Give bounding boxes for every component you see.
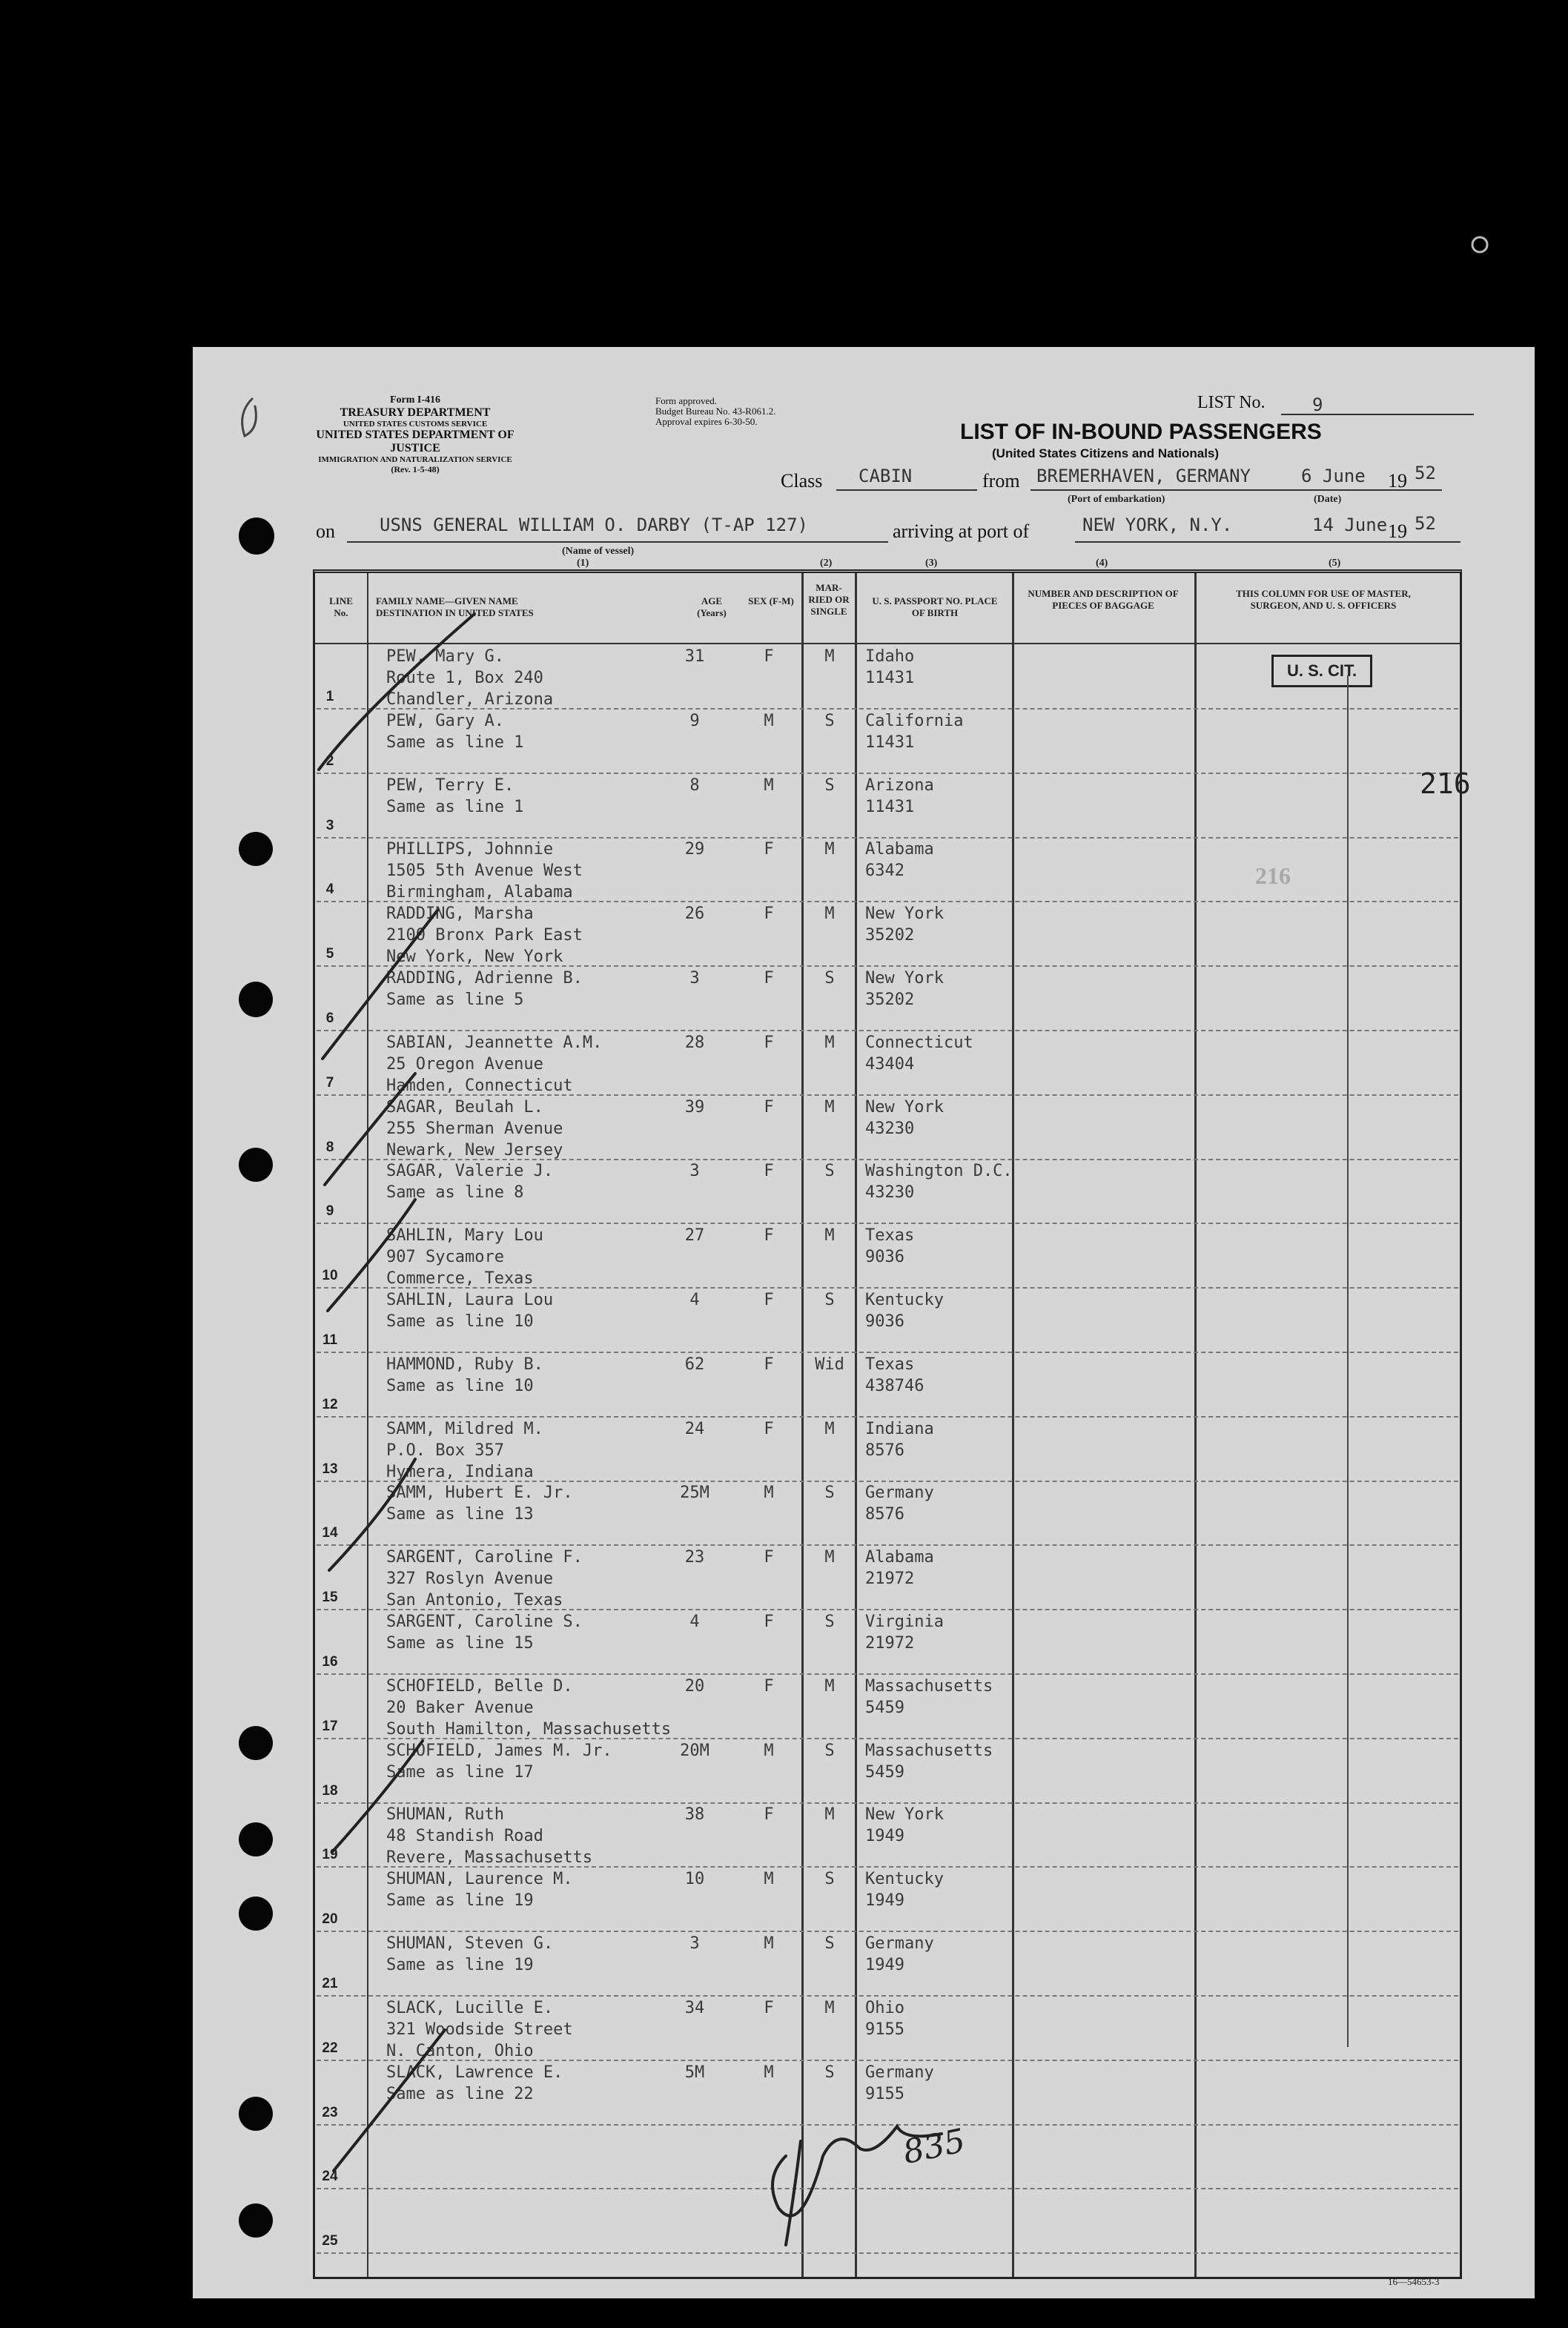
col-number-2: (2) xyxy=(820,558,833,569)
passport-birthplace-line: Ohio xyxy=(865,1998,904,2017)
passenger-name-line: SARGENT, Caroline S. xyxy=(386,1613,583,1631)
header-officers: THIS COLUMN FOR USE OF MASTER, SURGEON, AND U. S. OFFICERS xyxy=(1236,588,1411,611)
arrival-date: 14 June xyxy=(1312,515,1388,535)
line-number: 21 xyxy=(322,1976,338,1991)
marital-status-cell: M xyxy=(824,1033,835,1052)
sex-cell: F xyxy=(764,840,774,859)
passenger-name-line: SHUMAN, Steven G. xyxy=(386,1934,554,1953)
officer-column-line xyxy=(1347,675,1349,2047)
corner-mark xyxy=(1466,231,1496,261)
passenger-name-line: SAHLIN, Laura Lou xyxy=(386,1291,554,1309)
passenger-name-line: San Antonio, Texas xyxy=(386,1591,563,1610)
line-number: 7 xyxy=(325,1074,334,1091)
sex-cell: F xyxy=(764,905,774,924)
form-subtitle: (United States Citizens and Nationals) xyxy=(992,446,1220,460)
line-number: 14 xyxy=(322,1525,338,1541)
table-row xyxy=(317,1417,1458,1482)
sex-cell: F xyxy=(764,1676,774,1696)
passport-birthplace-line: 11431 xyxy=(865,797,915,816)
passenger-name-line: Commerce, Texas xyxy=(386,1269,534,1289)
passenger-name-line: Same as line 17 xyxy=(386,1762,534,1782)
age-cell: 10 xyxy=(684,1870,705,1889)
passport-birthplace-line: 5459 xyxy=(865,1762,904,1782)
passport-birthplace-line: 43230 xyxy=(865,1183,915,1203)
approval-line: Budget Bureau No. 43-R061.2. xyxy=(655,406,776,417)
passenger-name-line: SCHOFIELD, James M. Jr. xyxy=(386,1741,612,1760)
passport-birthplace-line: 1949 xyxy=(865,1891,904,1911)
passport-birthplace-line: 438746 xyxy=(865,1376,924,1395)
sex-cell: F xyxy=(764,1355,774,1374)
passport-birthplace-line: Germany xyxy=(865,2063,934,2082)
marital-status-cell: S xyxy=(824,969,835,988)
passport-birthplace-line: Idaho xyxy=(865,647,915,666)
table-row xyxy=(317,1931,1458,1997)
dept-line: UNITED STATES DEPARTMENT OF JUSTICE xyxy=(316,429,515,454)
table-row xyxy=(317,2121,1458,2189)
passport-birthplace-line: 1949 xyxy=(865,1827,904,1846)
passenger-name-line: Chandler, Arizona xyxy=(386,690,554,709)
table-row xyxy=(317,1610,1458,1675)
passport-birthplace-line: 9036 xyxy=(865,1248,904,1267)
footer-code: 16—54653-3 xyxy=(1388,2276,1440,2287)
line-number: 24 xyxy=(322,2169,338,2185)
dept-line: IMMIGRATION AND NATURALIZATION SERVICE xyxy=(318,455,512,464)
age-cell: 34 xyxy=(684,1998,705,2017)
passport-birthplace-line: 6342 xyxy=(865,862,904,881)
passport-birthplace-line: New York xyxy=(865,1097,944,1117)
sex-cell: M xyxy=(764,711,774,730)
passenger-name-line: SAHLIN, Mary Lou xyxy=(386,1226,543,1246)
arrival-year: 52 xyxy=(1415,513,1436,534)
passenger-name-line: Same as line 15 xyxy=(386,1634,534,1653)
passport-birthplace-line: Virginia xyxy=(865,1613,944,1631)
marital-status-cell: S xyxy=(824,1291,835,1309)
punch-hole xyxy=(239,2097,273,2131)
marital-status-cell: M xyxy=(824,1226,835,1246)
list-no-value: 9 xyxy=(1312,394,1323,415)
age-cell: 26 xyxy=(684,905,705,924)
marital-status-cell: M xyxy=(824,1419,835,1438)
passenger-name-line: SAMM, Hubert E. Jr. xyxy=(386,1484,573,1503)
passenger-name-line: New York, New York xyxy=(386,948,563,967)
approval-line: Form approved. xyxy=(655,395,718,406)
sex-cell: F xyxy=(764,969,774,988)
port-caption: (Port of embarkation) xyxy=(1068,494,1165,505)
depart-year-prefix: 19 xyxy=(1388,470,1407,492)
age-cell: 31 xyxy=(684,647,705,666)
age-cell: 3 xyxy=(689,969,700,988)
passport-birthplace-line: California xyxy=(865,711,964,730)
header-married: MAR-RIED OR SINGLE xyxy=(808,582,850,617)
line-number: 18 xyxy=(322,1782,338,1799)
age-cell: 9 xyxy=(689,711,700,730)
line-number: 8 xyxy=(325,1139,334,1155)
table-row xyxy=(317,902,1458,967)
dept-line: UNITED STATES CUSTOMS SERVICE xyxy=(343,420,488,429)
marital-status-cell: S xyxy=(824,1741,835,1760)
passenger-name-line: 327 Roslyn Avenue xyxy=(386,1570,554,1589)
age-cell: 20 xyxy=(684,1676,705,1696)
passport-birthplace-line: New York xyxy=(865,969,944,988)
sex-cell: F xyxy=(764,1613,774,1631)
sex-cell: F xyxy=(764,1291,774,1309)
col-number-5: (5) xyxy=(1329,558,1341,569)
passenger-name-line: RADDING, Adrienne B. xyxy=(386,969,583,988)
passport-birthplace-line: 9036 xyxy=(865,1312,904,1331)
passenger-name-line: 25 Oregon Avenue xyxy=(386,1054,543,1074)
sex-cell: F xyxy=(764,647,774,666)
marital-status-cell: M xyxy=(824,1548,835,1567)
marital-status-cell: S xyxy=(824,1870,835,1889)
sex-cell: M xyxy=(764,2063,774,2082)
line-number: 23 xyxy=(322,2104,338,2120)
margin-mark xyxy=(242,399,257,436)
sex-cell: F xyxy=(764,1805,774,1825)
marital-status-cell: S xyxy=(824,2063,835,2082)
passenger-name-line: Same as line 13 xyxy=(386,1505,534,1524)
punch-hole xyxy=(239,517,274,555)
dept-line: (Rev. 1-5-48) xyxy=(391,464,440,474)
punch-hole xyxy=(239,1822,273,1856)
table-row xyxy=(317,1352,1458,1418)
vessel-caption: (Name of vessel) xyxy=(562,546,635,557)
passport-birthplace-line: Massachusetts xyxy=(865,1741,993,1760)
sex-cell: F xyxy=(764,1097,774,1117)
passenger-name-line: Birmingham, Alabama xyxy=(386,883,573,902)
list-no-label: LIST No. xyxy=(1197,393,1266,412)
passport-birthplace-line: 35202 xyxy=(865,926,915,945)
passenger-name-line: 1505 5th Avenue West xyxy=(386,862,583,881)
passport-birthplace-line: 21972 xyxy=(865,1570,915,1589)
passport-birthplace-line: 5459 xyxy=(865,1698,904,1717)
passenger-name-line: Route 1, Box 240 xyxy=(386,669,543,687)
class-underline xyxy=(836,489,977,491)
passenger-name-line: Same as line 10 xyxy=(386,1312,534,1331)
passenger-name-line: Same as line 8 xyxy=(386,1183,524,1203)
header-sex: SEX (F-M) xyxy=(748,595,794,606)
passenger-name-line: SHUMAN, Ruth xyxy=(386,1805,504,1825)
written-number: 216 xyxy=(1420,767,1471,800)
age-cell: 4 xyxy=(689,1613,700,1631)
passport-birthplace-line: Washington D.C. xyxy=(865,1162,1013,1181)
line-number: 3 xyxy=(325,817,334,833)
age-cell: 23 xyxy=(684,1548,705,1567)
on-label: on xyxy=(316,520,335,542)
header-row xyxy=(315,573,1460,644)
passport-birthplace-line: 11431 xyxy=(865,733,915,752)
line-number: 16 xyxy=(322,1654,338,1670)
header-name: FAMILY NAME—GIVEN NAME DESTINATION IN UNITED STATES xyxy=(376,595,534,618)
passport-birthplace-line: 9155 xyxy=(865,2020,904,2039)
passenger-name-line: RADDING, Marsha xyxy=(386,905,534,924)
list-no-underline xyxy=(1281,414,1474,415)
age-cell: 5M xyxy=(684,2063,705,2082)
class-label: Class xyxy=(781,470,823,492)
col-number-3: (3) xyxy=(925,558,938,569)
marital-status-cell: M xyxy=(824,647,835,666)
table-row xyxy=(317,966,1458,1031)
passenger-name-line: Same as line 19 xyxy=(386,1956,534,1974)
passenger-list-page xyxy=(193,347,1535,2298)
from-label: from xyxy=(982,470,1020,492)
table-row xyxy=(317,1159,1458,1224)
header-age: AGE (Years) xyxy=(697,595,727,618)
marital-status-cell: S xyxy=(824,711,835,730)
passenger-name-line: Hymera, Indiana xyxy=(386,1462,534,1481)
age-cell: 24 xyxy=(684,1419,705,1438)
approval-line: Approval expires 6-30-50. xyxy=(655,416,758,427)
marital-status-cell: M xyxy=(824,840,835,859)
passenger-name-line: Same as line 5 xyxy=(386,991,524,1009)
sex-cell: M xyxy=(764,1741,774,1760)
marital-status-cell: S xyxy=(824,1613,835,1631)
sex-cell: M xyxy=(764,1934,774,1953)
passport-birthplace-line: 43404 xyxy=(865,1054,915,1074)
passenger-name-line: N. Canton, Ohio xyxy=(386,2041,534,2060)
age-cell: 4 xyxy=(689,1291,700,1309)
passenger-name-line: P.O. Box 357 xyxy=(386,1441,504,1460)
age-cell: 3 xyxy=(689,1934,700,1953)
passport-birthplace-line: Texas xyxy=(865,1226,915,1246)
passport-birthplace-line: Massachusetts xyxy=(865,1676,993,1696)
passenger-name-line: SHUMAN, Laurence M. xyxy=(386,1870,573,1889)
line-number: 13 xyxy=(322,1461,338,1477)
header-line-no: LINE No. xyxy=(329,595,353,618)
passenger-name-line: Revere, Massachusetts xyxy=(386,1848,593,1868)
passenger-name-line: Same as line 1 xyxy=(386,797,524,816)
line-number: 15 xyxy=(322,1590,338,1606)
age-cell: 39 xyxy=(684,1097,705,1117)
table-row xyxy=(317,1867,1458,1932)
passport-birthplace-line: Arizona xyxy=(865,776,934,795)
marital-status-cell: M xyxy=(824,1676,835,1696)
passport-birthplace-line: Indiana xyxy=(865,1419,934,1438)
line-number: 5 xyxy=(325,946,334,962)
marital-status-cell: M xyxy=(824,1805,835,1825)
passport-birthplace-line: Germany xyxy=(865,1934,934,1953)
sex-cell: M xyxy=(764,1870,774,1889)
department-header xyxy=(297,394,534,475)
punch-hole xyxy=(239,832,273,866)
table-row xyxy=(317,2060,1458,2126)
passport-birthplace-line: New York xyxy=(865,1805,944,1825)
col-number-4: (4) xyxy=(1096,558,1108,569)
marital-status-cell: M xyxy=(824,905,835,924)
passenger-name-line: SLACK, Lucille E. xyxy=(386,1998,554,2017)
passenger-name-line: Same as line 1 xyxy=(386,733,524,752)
line-number: 25 xyxy=(322,2233,338,2249)
punch-hole xyxy=(239,1897,273,1931)
table-row xyxy=(317,1223,1458,1289)
table-row xyxy=(317,1095,1458,1160)
sex-cell: F xyxy=(764,1998,774,2017)
punch-hole xyxy=(239,1148,273,1182)
table-row xyxy=(317,1674,1458,1739)
marital-status-cell: Wid xyxy=(815,1355,844,1374)
passenger-name-line: PEW, Terry E. xyxy=(386,776,515,795)
punch-hole xyxy=(239,1726,273,1760)
punch-hole xyxy=(239,982,273,1017)
passport-birthplace-line: New York xyxy=(865,905,944,924)
class-value: CABIN xyxy=(859,466,913,486)
passenger-name-line: SABIAN, Jeannette A.M. xyxy=(386,1033,603,1052)
passport-birthplace-line: Kentucky xyxy=(865,1870,944,1889)
marital-status-cell: S xyxy=(824,1484,835,1503)
line-number: 20 xyxy=(322,1911,338,1928)
passport-birthplace-line: Connecticut xyxy=(865,1033,973,1052)
passenger-name-line: SARGENT, Caroline F. xyxy=(386,1548,583,1567)
line-number: 17 xyxy=(322,1718,338,1734)
table-row xyxy=(317,709,1458,774)
passport-birthplace-line: 9155 xyxy=(865,2084,904,2103)
passenger-name-line: 2100 Bronx Park East xyxy=(386,926,583,945)
dept-line: TREASURY DEPARTMENT xyxy=(340,406,491,419)
passport-birthplace-line: Kentucky xyxy=(865,1291,944,1309)
passenger-name-line: SAGAR, Beulah L. xyxy=(386,1097,543,1117)
approval-block xyxy=(655,396,775,427)
line-number: 11 xyxy=(322,1332,338,1348)
passenger-name-line: 907 Sycamore xyxy=(386,1248,504,1267)
age-cell: 3 xyxy=(689,1162,700,1181)
passenger-name-line: PHILLIPS, Johnnie xyxy=(386,840,554,859)
sex-cell: F xyxy=(764,1033,774,1052)
depart-year: 52 xyxy=(1415,463,1436,483)
passenger-table xyxy=(313,569,1471,2279)
marital-status-cell: M xyxy=(824,1998,835,2017)
passenger-name-line: PEW, Mary G. xyxy=(386,647,504,666)
age-cell: 62 xyxy=(684,1355,705,1374)
table-row xyxy=(317,1545,1458,1610)
line-number: 22 xyxy=(322,2040,338,2056)
passenger-name-line: Hamden, Connecticut xyxy=(386,1076,573,1095)
punch-hole xyxy=(239,2203,273,2238)
line-number: 1 xyxy=(325,689,334,704)
sex-cell: F xyxy=(764,1226,774,1246)
passenger-name-line: Same as line 22 xyxy=(386,2084,534,2103)
table-row xyxy=(317,1739,1458,1804)
table-row xyxy=(317,1996,1458,2061)
passenger-name-line: Same as line 10 xyxy=(386,1376,534,1395)
age-cell: 8 xyxy=(689,776,700,795)
vessel-underline xyxy=(347,541,888,543)
depart-date: 6 June xyxy=(1301,466,1366,486)
header-passport: U. S. PASSPORT NO. PLACE OF BIRTH xyxy=(872,595,998,618)
sex-cell: F xyxy=(764,1162,774,1181)
form-number: Form I-416 xyxy=(389,394,441,406)
line-number: 10 xyxy=(322,1268,338,1284)
table-row xyxy=(317,1288,1458,1353)
line-number: 2 xyxy=(325,753,334,769)
passenger-name-line: 20 Baker Avenue xyxy=(386,1698,534,1717)
passenger-name-line: SAMM, Mildred M. xyxy=(386,1419,543,1438)
passenger-name-line: Newark, New Jersey xyxy=(386,1140,563,1160)
age-cell: 25M xyxy=(680,1484,709,1503)
passenger-name-line: SLACK, Lawrence E. xyxy=(386,2063,563,2082)
table-row xyxy=(317,773,1458,839)
marital-status-cell: M xyxy=(824,1097,835,1117)
passport-birthplace-line: 8576 xyxy=(865,1441,904,1460)
passport-birthplace-line: 11431 xyxy=(865,669,915,687)
passenger-name-line: HAMMOND, Ruby B. xyxy=(386,1355,543,1374)
date-caption: (Date) xyxy=(1314,494,1342,505)
form-title: LIST OF IN-BOUND PASSENGERS xyxy=(960,420,1322,444)
vessel-name: USNS GENERAL WILLIAM O. DARBY (T-AP 127) xyxy=(380,515,808,535)
passport-birthplace-line: 8576 xyxy=(865,1505,904,1524)
marital-status-cell: S xyxy=(824,776,835,795)
passenger-name-line: 255 Sherman Avenue xyxy=(386,1119,563,1138)
us-citizen-stamp: U. S. CIT. xyxy=(1271,655,1372,687)
passport-birthplace-line: 21972 xyxy=(865,1634,915,1653)
from-port: BREMERHAVEN, GERMANY xyxy=(1036,466,1251,486)
line-number: 12 xyxy=(322,1396,338,1412)
passenger-name-line: 321 Woodside Street xyxy=(386,2020,573,2039)
passenger-name-line: South Hamilton, Massachusetts xyxy=(386,1719,672,1739)
passenger-name-line: 48 Standish Road xyxy=(386,1827,543,1846)
age-cell: 20M xyxy=(680,1741,709,1760)
passenger-name-line: PEW, Gary A. xyxy=(386,711,504,730)
passport-birthplace-line: 43230 xyxy=(865,1119,915,1138)
passenger-name-line: SCHOFIELD, Belle D. xyxy=(386,1676,573,1696)
handwritten-note: 835 xyxy=(899,2121,969,2172)
table-row xyxy=(317,2189,1458,2254)
line-number: 6 xyxy=(325,1011,334,1026)
arrival-port: NEW YORK, N.Y. xyxy=(1082,515,1233,535)
passport-birthplace-line: Alabama xyxy=(865,840,934,859)
arrival-year-prefix: 19 xyxy=(1388,520,1407,542)
line-number: 19 xyxy=(322,1847,338,1863)
col-number-1: (1) xyxy=(577,558,589,569)
passport-birthplace-line: 35202 xyxy=(865,991,915,1009)
sex-cell: M xyxy=(764,776,774,795)
passport-birthplace-line: Alabama xyxy=(865,1548,934,1567)
sex-cell: F xyxy=(764,1548,774,1567)
table-row xyxy=(317,1031,1458,1096)
line-number: 9 xyxy=(325,1203,334,1220)
passenger-name-line: Same as line 19 xyxy=(386,1891,534,1911)
age-cell: 27 xyxy=(684,1226,705,1246)
stamped-number: 216 xyxy=(1255,862,1291,889)
passport-birthplace-line: Texas xyxy=(865,1355,915,1374)
header-baggage: NUMBER AND DESCRIPTION OF PIECES OF BAGGAGE xyxy=(1028,588,1179,611)
age-cell: 29 xyxy=(684,840,705,859)
passenger-name-line: SAGAR, Valerie J. xyxy=(386,1162,554,1181)
arriving-label: arriving at port of xyxy=(893,520,1030,542)
from-underline xyxy=(1031,489,1442,491)
sex-cell: F xyxy=(764,1419,774,1438)
marital-status-cell: S xyxy=(824,1162,835,1181)
passport-birthplace-line: 1949 xyxy=(865,1956,904,1974)
table-row xyxy=(317,1481,1458,1546)
table-row xyxy=(317,1802,1458,1868)
passport-birthplace-line: Germany xyxy=(865,1484,934,1503)
line-number: 4 xyxy=(325,882,334,898)
age-cell: 28 xyxy=(684,1033,705,1052)
sex-cell: M xyxy=(764,1484,774,1503)
marital-status-cell: S xyxy=(824,1934,835,1953)
age-cell: 38 xyxy=(684,1805,705,1825)
